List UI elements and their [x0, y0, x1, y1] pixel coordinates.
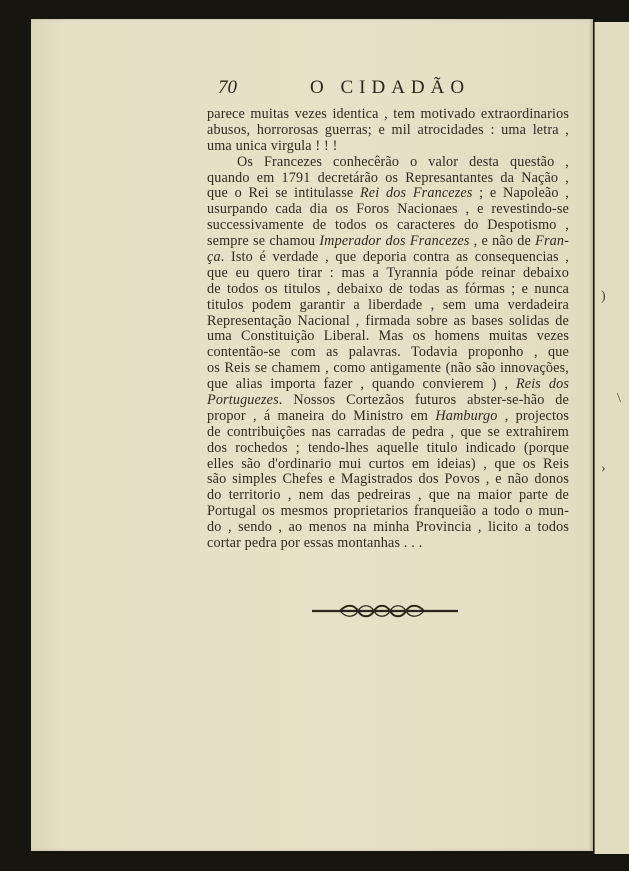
- text-line: [207, 282, 569, 298]
- text-run: titulos podem garantir a liberdade , sem uma verdadeira: [207, 296, 569, 313]
- text-run: , e não de: [469, 233, 536, 250]
- text-run: dos rochedos ; tendo-lhes aquelle titulo indicado (porque: [207, 439, 569, 456]
- text-run: do , sendo , ao menos na minha Provincia , licito a todos: [207, 519, 569, 536]
- facing-page-mark: \: [617, 391, 621, 406]
- text-line: [207, 345, 569, 361]
- text-run: são simples Chefes e Magistrados dos Povos , e não donos: [207, 471, 569, 488]
- text-line: [207, 155, 569, 171]
- text-line: [207, 250, 569, 266]
- text-run: uma unica virgula ! ! !: [207, 137, 338, 154]
- text-run: Os Francezes conhecêrão o valor desta questão ,: [237, 153, 569, 170]
- facing-page-edge: [594, 22, 629, 854]
- ornament-divider: [310, 603, 460, 619]
- italic-run: ça: [207, 249, 221, 266]
- text-line: [207, 329, 569, 345]
- italic-run: Fran-: [535, 233, 569, 250]
- text-run: abusos, horrorosas guerras; e mil atrocidades : uma letra ,: [207, 121, 569, 138]
- text-run: sempre se chamou: [207, 233, 320, 250]
- text-run: , projectos: [497, 407, 569, 424]
- text-line: [207, 425, 569, 441]
- text-run: Portugal os mesmos proprietarios franqueião a todo o mun-: [207, 503, 569, 520]
- facing-page-mark: ›: [601, 461, 606, 476]
- page-header: [218, 77, 578, 99]
- text-line: [207, 393, 569, 409]
- page-number: 70: [218, 77, 237, 98]
- text-run: que alias importa fazer , quando convierem ) ,: [207, 376, 516, 393]
- text-run: quando em 1791 decretárão os Represantantes da Nação ,: [207, 169, 569, 186]
- text-line: [207, 202, 569, 218]
- text-run: do territorio , nem das pedreiras , que na maior parte de: [207, 487, 569, 504]
- text-run: que o Rei se intitulasse: [207, 185, 360, 202]
- text-run: usurpando cada dia os Foros Nacionaes , e revestindo-se: [207, 201, 569, 218]
- text-run: parece muitas vezes identica , tem motivado extraordinarios: [207, 106, 569, 122]
- running-title: O CIDADÃO: [310, 77, 471, 98]
- italic-run: Reis dos: [515, 376, 569, 393]
- text-line: [207, 314, 569, 330]
- text-line: [207, 488, 569, 504]
- italic-run: Rei dos Francezes: [359, 185, 473, 202]
- text-run: cortar pedra por essas montanhas . . .: [207, 535, 423, 552]
- text-run: os Reis se chamem , como antigamente (não são innovações,: [207, 360, 569, 377]
- text-line: [207, 520, 569, 536]
- facing-page-mark: ): [601, 289, 606, 304]
- text-run: Representação Nacional , firmada sobre as bases solidas de: [207, 312, 569, 329]
- text-line: [207, 123, 569, 139]
- text-run: contentão-se com as palavras. Todavia proponho , que: [207, 344, 569, 361]
- italic-run: Imperador dos Francezes: [319, 233, 470, 250]
- body-text: [207, 107, 569, 552]
- text-run: propor , á maneira do Ministro em: [207, 407, 436, 424]
- text-line: [207, 218, 569, 234]
- italic-run: Portuguezes: [207, 392, 279, 409]
- text-run: de contribuições nas carradas de pedra , que se extrahirem: [207, 423, 569, 440]
- text-line: [207, 234, 569, 250]
- text-line: [207, 139, 569, 155]
- text-run: successivamente de todos os caracteres do Despotismo ,: [207, 217, 569, 234]
- text-run: . Isto é verdade , que deporia contra as consequencias ,: [220, 249, 569, 266]
- text-line: [207, 441, 569, 457]
- text-run: elles são d'ordinario mui curtos em ideias) , que os Reis: [207, 455, 569, 472]
- text-line: [207, 266, 569, 282]
- text-line: [207, 536, 569, 552]
- text-line: [207, 504, 569, 520]
- text-run: . Nossos Cortezãos futuros abster-se-hão de: [278, 392, 569, 409]
- text-run: de todos os titulos , debaixo de todas as fórmas ; e nunca: [207, 280, 569, 297]
- text-line: [207, 377, 569, 393]
- text-line: [207, 457, 569, 473]
- text-run: ; e Napoleão ,: [472, 185, 569, 202]
- text-line: [207, 171, 569, 187]
- text-line: [207, 298, 569, 314]
- text-run: que eu quero tirar : mas a Tyrannia póde reinar debaixo: [207, 264, 569, 281]
- text-line: [207, 409, 569, 425]
- text-line: [207, 186, 569, 202]
- text-line: [207, 107, 569, 123]
- text-line: [207, 361, 569, 377]
- text-run: uma Constituição Liberal. Mas os homens muitas vezes: [207, 328, 569, 345]
- italic-run: Hamburgo: [435, 407, 498, 424]
- text-line: [207, 472, 569, 488]
